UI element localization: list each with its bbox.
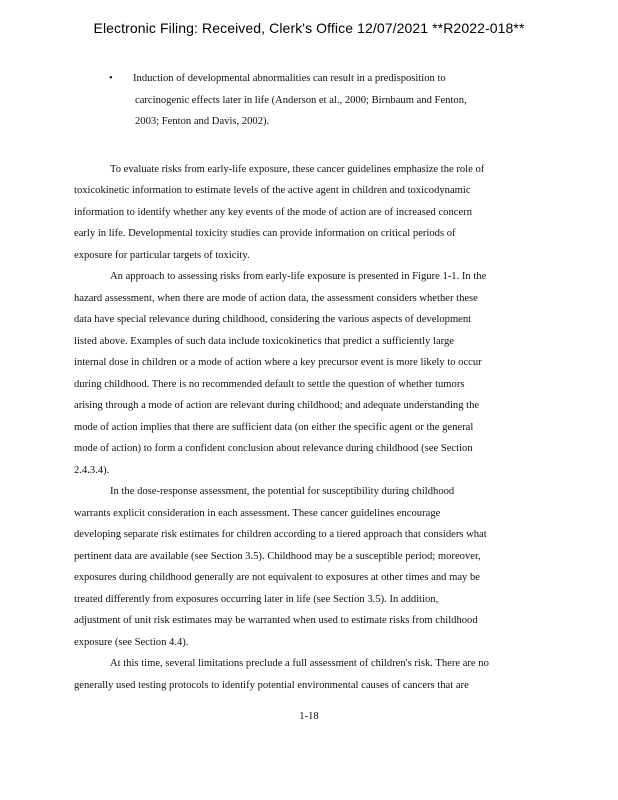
text-line: exposures during childhood generally are not equivalent to exposures at other times and may be [74, 572, 480, 583]
paragraph-hazard-assessment [74, 266, 546, 481]
text-line: toxicokinetic information to estimate levels of the active agent in children and toxicodynamic [74, 185, 471, 196]
text-line: An approach to assessing risks from early-life exposure is presented in Figure 1-1. In the [110, 271, 487, 282]
filing-stamp-header: Electronic Filing: Received, Clerk's Office 12/07/2021 **R2022-018** [93, 20, 525, 36]
text-line: internal dose in children or a mode of action where a key precursor event is more likely to occur [74, 357, 482, 368]
text-line: mode of action) to form a confident conclusion about relevance during childhood (see Section [74, 443, 473, 454]
text-line: pertinent data are available (see Section 3.5). Childhood may be a susceptible period; moreover, [74, 550, 481, 562]
paragraph-limitations [74, 653, 546, 696]
text-line: exposure (see Section 4.4). [74, 636, 189, 648]
text-line: hazard assessment, when there are mode of action data, the assessment considers whether these [74, 292, 478, 304]
bullet-line: carcinogenic effects later in life (Anderson et al., 2000; Birnbaum and Fenton, [135, 94, 467, 106]
text-line: 2.4.3.4). [74, 464, 110, 476]
text-line: mode of action implies that there are sufficient data (on either the specific agent or the general [74, 421, 474, 433]
text-line: adjustment of unit risk estimates may be warranted when used to estimate risks from childhood [74, 615, 478, 626]
text-line: developing separate risk estimates for children according to a tiered approach that considers what [74, 529, 487, 540]
paragraph-toxicokinetic [74, 159, 546, 267]
text-line: listed above. Examples of such data include toxicokinetics that predict a sufficiently large [74, 335, 454, 347]
text-line: To evaluate risks from early-life exposure, these cancer guidelines emphasize the role of [110, 163, 485, 175]
bullet-item [74, 68, 546, 133]
bullet-dot: • [109, 73, 113, 84]
text-line: arising through a mode of action are relevant during childhood; and adequate understanding the [74, 400, 480, 411]
text-line: data have special relevance during childhood, considering the various aspects of development [74, 314, 472, 325]
text-line: early in life. Developmental toxicity studies can provide information on critical periods of [74, 228, 456, 239]
paragraph-dose-response [74, 481, 546, 653]
text-line: warrants explicit consideration in each assessment. These cancer guidelines encourage [74, 507, 441, 519]
text-line: during childhood. There is no recommended default to settle the question of whether tumors [74, 378, 465, 390]
text-line: treated differently from exposures occurring later in life (see Section 3.5). In addition, [74, 593, 439, 605]
document-body [74, 68, 546, 696]
text-line: information to identify whether any key events of the mode of action are of increased concern [74, 206, 472, 218]
page-number: 1-18 [299, 711, 319, 722]
text-line: generally used testing protocols to identify potential environmental causes of cancers that are [74, 679, 469, 691]
text-line: In the dose-response assessment, the potential for susceptibility during childhood [110, 486, 455, 497]
bullet-line: Induction of developmental abnormalities can result in a predisposition to [133, 73, 446, 84]
text-line: exposure for particular targets of toxicity. [74, 249, 250, 261]
text-line: At this time, several limitations preclude a full assessment of children's risk. There are no [110, 658, 489, 669]
bullet-line: 2003; Fenton and Davis, 2002). [135, 116, 270, 127]
